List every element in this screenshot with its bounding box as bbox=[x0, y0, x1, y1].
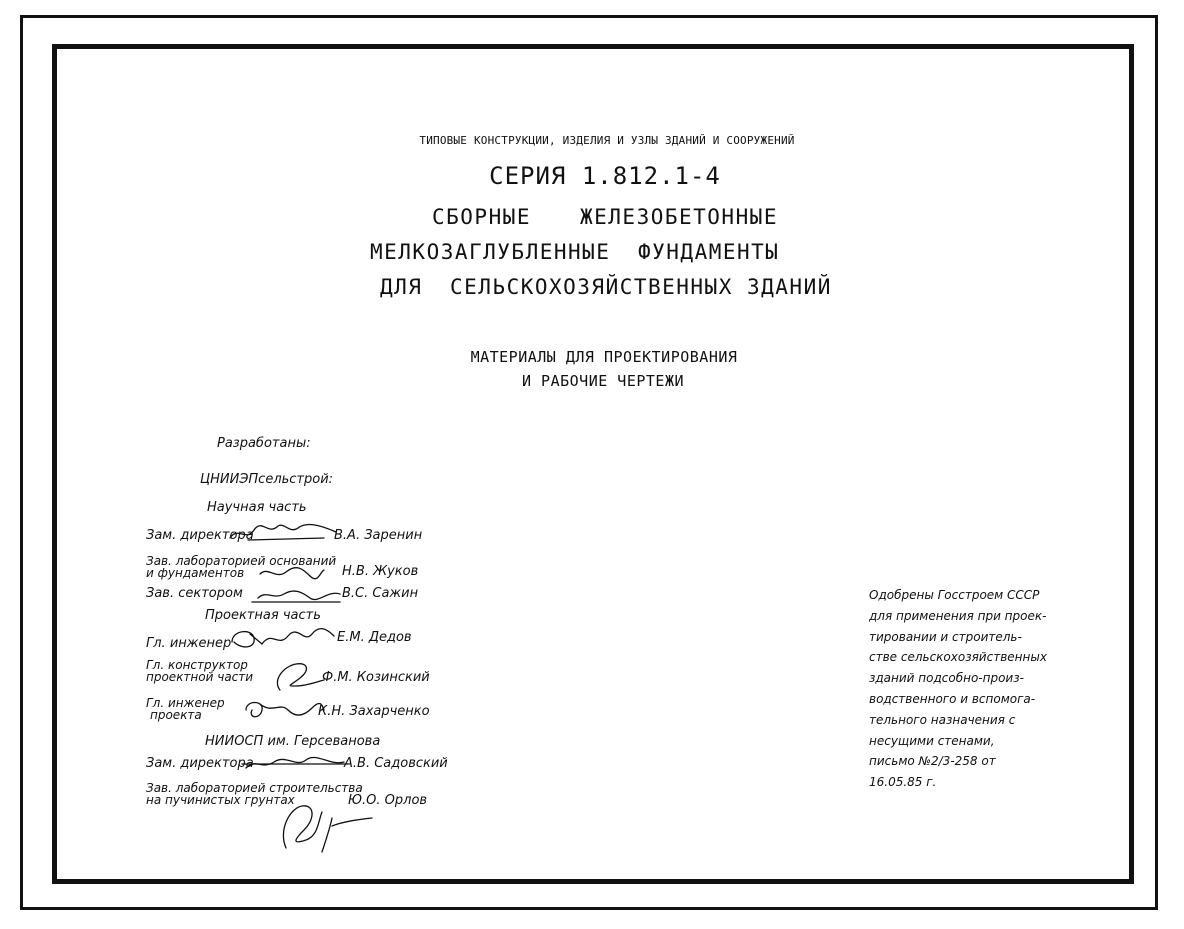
lab-head-role-2: и фундаментов bbox=[146, 566, 245, 580]
developed-label: Разработаны: bbox=[217, 436, 311, 451]
approval-line: стве сельскохозяйственных bbox=[869, 650, 1047, 665]
subtitle-line1: МАТЕРИАЛЫ ДЛЯ ПРОЕКТИРОВАНИЯ bbox=[470, 348, 738, 366]
subtitle-line2: И РАБОЧИЕ ЧЕРТЕЖИ bbox=[521, 372, 685, 390]
chief-engineer-name: Е.М. Дедов bbox=[337, 630, 412, 645]
org2-deputy-name: А.В. Садовский bbox=[344, 756, 448, 771]
org2-deputy-role: Зам. директора bbox=[146, 756, 254, 771]
signature-dedov bbox=[228, 624, 338, 652]
signature-sazhin bbox=[250, 586, 344, 606]
sector-head-name: В.С. Сажин bbox=[342, 586, 419, 601]
approval-line: тировании и строитель- bbox=[869, 629, 1022, 644]
design-part-heading: Проектная часть bbox=[205, 608, 321, 623]
research-part-heading: Научная часть bbox=[207, 500, 307, 515]
project-engineer-name: К.Н. Захарченко bbox=[318, 704, 430, 719]
approval-line: Одобрены Госстроем СССР bbox=[869, 588, 1040, 602]
approval-line: 16.05.85 г. bbox=[869, 775, 937, 790]
title-line3-right: СЕЛЬСКОХОЗЯЙСТВЕННЫХ ЗДАНИЙ bbox=[450, 275, 832, 299]
title-line2-left: МЕЛКОЗАГЛУБЛЕННЫЕ bbox=[370, 240, 611, 264]
deputy-director-name: В.А. Заренин bbox=[334, 528, 423, 543]
org-cniiep: ЦНИИЭПсельстрой: bbox=[200, 472, 334, 487]
approval-line: несущими стенами, bbox=[869, 733, 995, 748]
signature-kozinsky bbox=[266, 660, 328, 694]
approval-line: водственного и вспомога- bbox=[869, 691, 1036, 706]
org2-lab-name: Ю.О. Орлов bbox=[348, 793, 428, 808]
deputy-director-role: Зам. директора bbox=[146, 528, 254, 543]
title-line2-right: ФУНДАМЕНТЫ bbox=[638, 240, 780, 264]
series-caption: ТИПОВЫЕ КОНСТРУКЦИИ, ИЗДЕЛИЯ И УЗЛЫ ЗДАНИЙ И СООРУЖЕНИЙ bbox=[419, 134, 795, 147]
approval-line: зданий подсобно-произ- bbox=[869, 671, 1024, 686]
approval-line: тельного назначения с bbox=[869, 712, 1016, 727]
org2-lab-role-2: на пучинистых грунтах bbox=[146, 793, 295, 807]
approval-line: письмо №2/3-258 от bbox=[869, 754, 996, 769]
title-line3-left: ДЛЯ bbox=[380, 275, 423, 299]
signature-sadovsky bbox=[240, 754, 350, 774]
chief-designer-role-2: проектной части bbox=[146, 670, 254, 684]
approval-line: для применения при проек- bbox=[869, 608, 1047, 623]
signature-zhukov bbox=[258, 564, 326, 582]
org-niiosp: НИИОСП им. Герсеванова bbox=[205, 734, 381, 749]
sector-head-role: Зав. сектором bbox=[146, 586, 243, 601]
org2-lab-role-1: Зав. лабораторией строительства bbox=[146, 781, 363, 795]
signature-zarenin bbox=[228, 518, 338, 544]
chief-designer-role-1: Гл. конструктор bbox=[146, 658, 248, 672]
approval-note bbox=[869, 585, 1047, 793]
lab-head-role-1: Зав. лабораторией оснований bbox=[146, 554, 337, 568]
title-line1-right: ЖЕЛЕЗОБЕТОННЫЕ bbox=[580, 205, 779, 229]
project-engineer-role-2: проекта bbox=[150, 708, 202, 722]
signature-orlov bbox=[276, 800, 376, 854]
project-engineer-role-1: Гл. инженер bbox=[146, 696, 225, 710]
chief-designer-name: Ф.М. Козинский bbox=[322, 670, 430, 685]
signature-zakharchenko bbox=[242, 696, 326, 722]
title-line1-left: СБОРНЫЕ bbox=[432, 205, 532, 229]
chief-engineer-role: Гл. инженер bbox=[146, 636, 232, 651]
series-number: СЕРИЯ 1.812.1-4 bbox=[489, 162, 721, 190]
lab-head-name: Н.В. Жуков bbox=[342, 564, 419, 579]
